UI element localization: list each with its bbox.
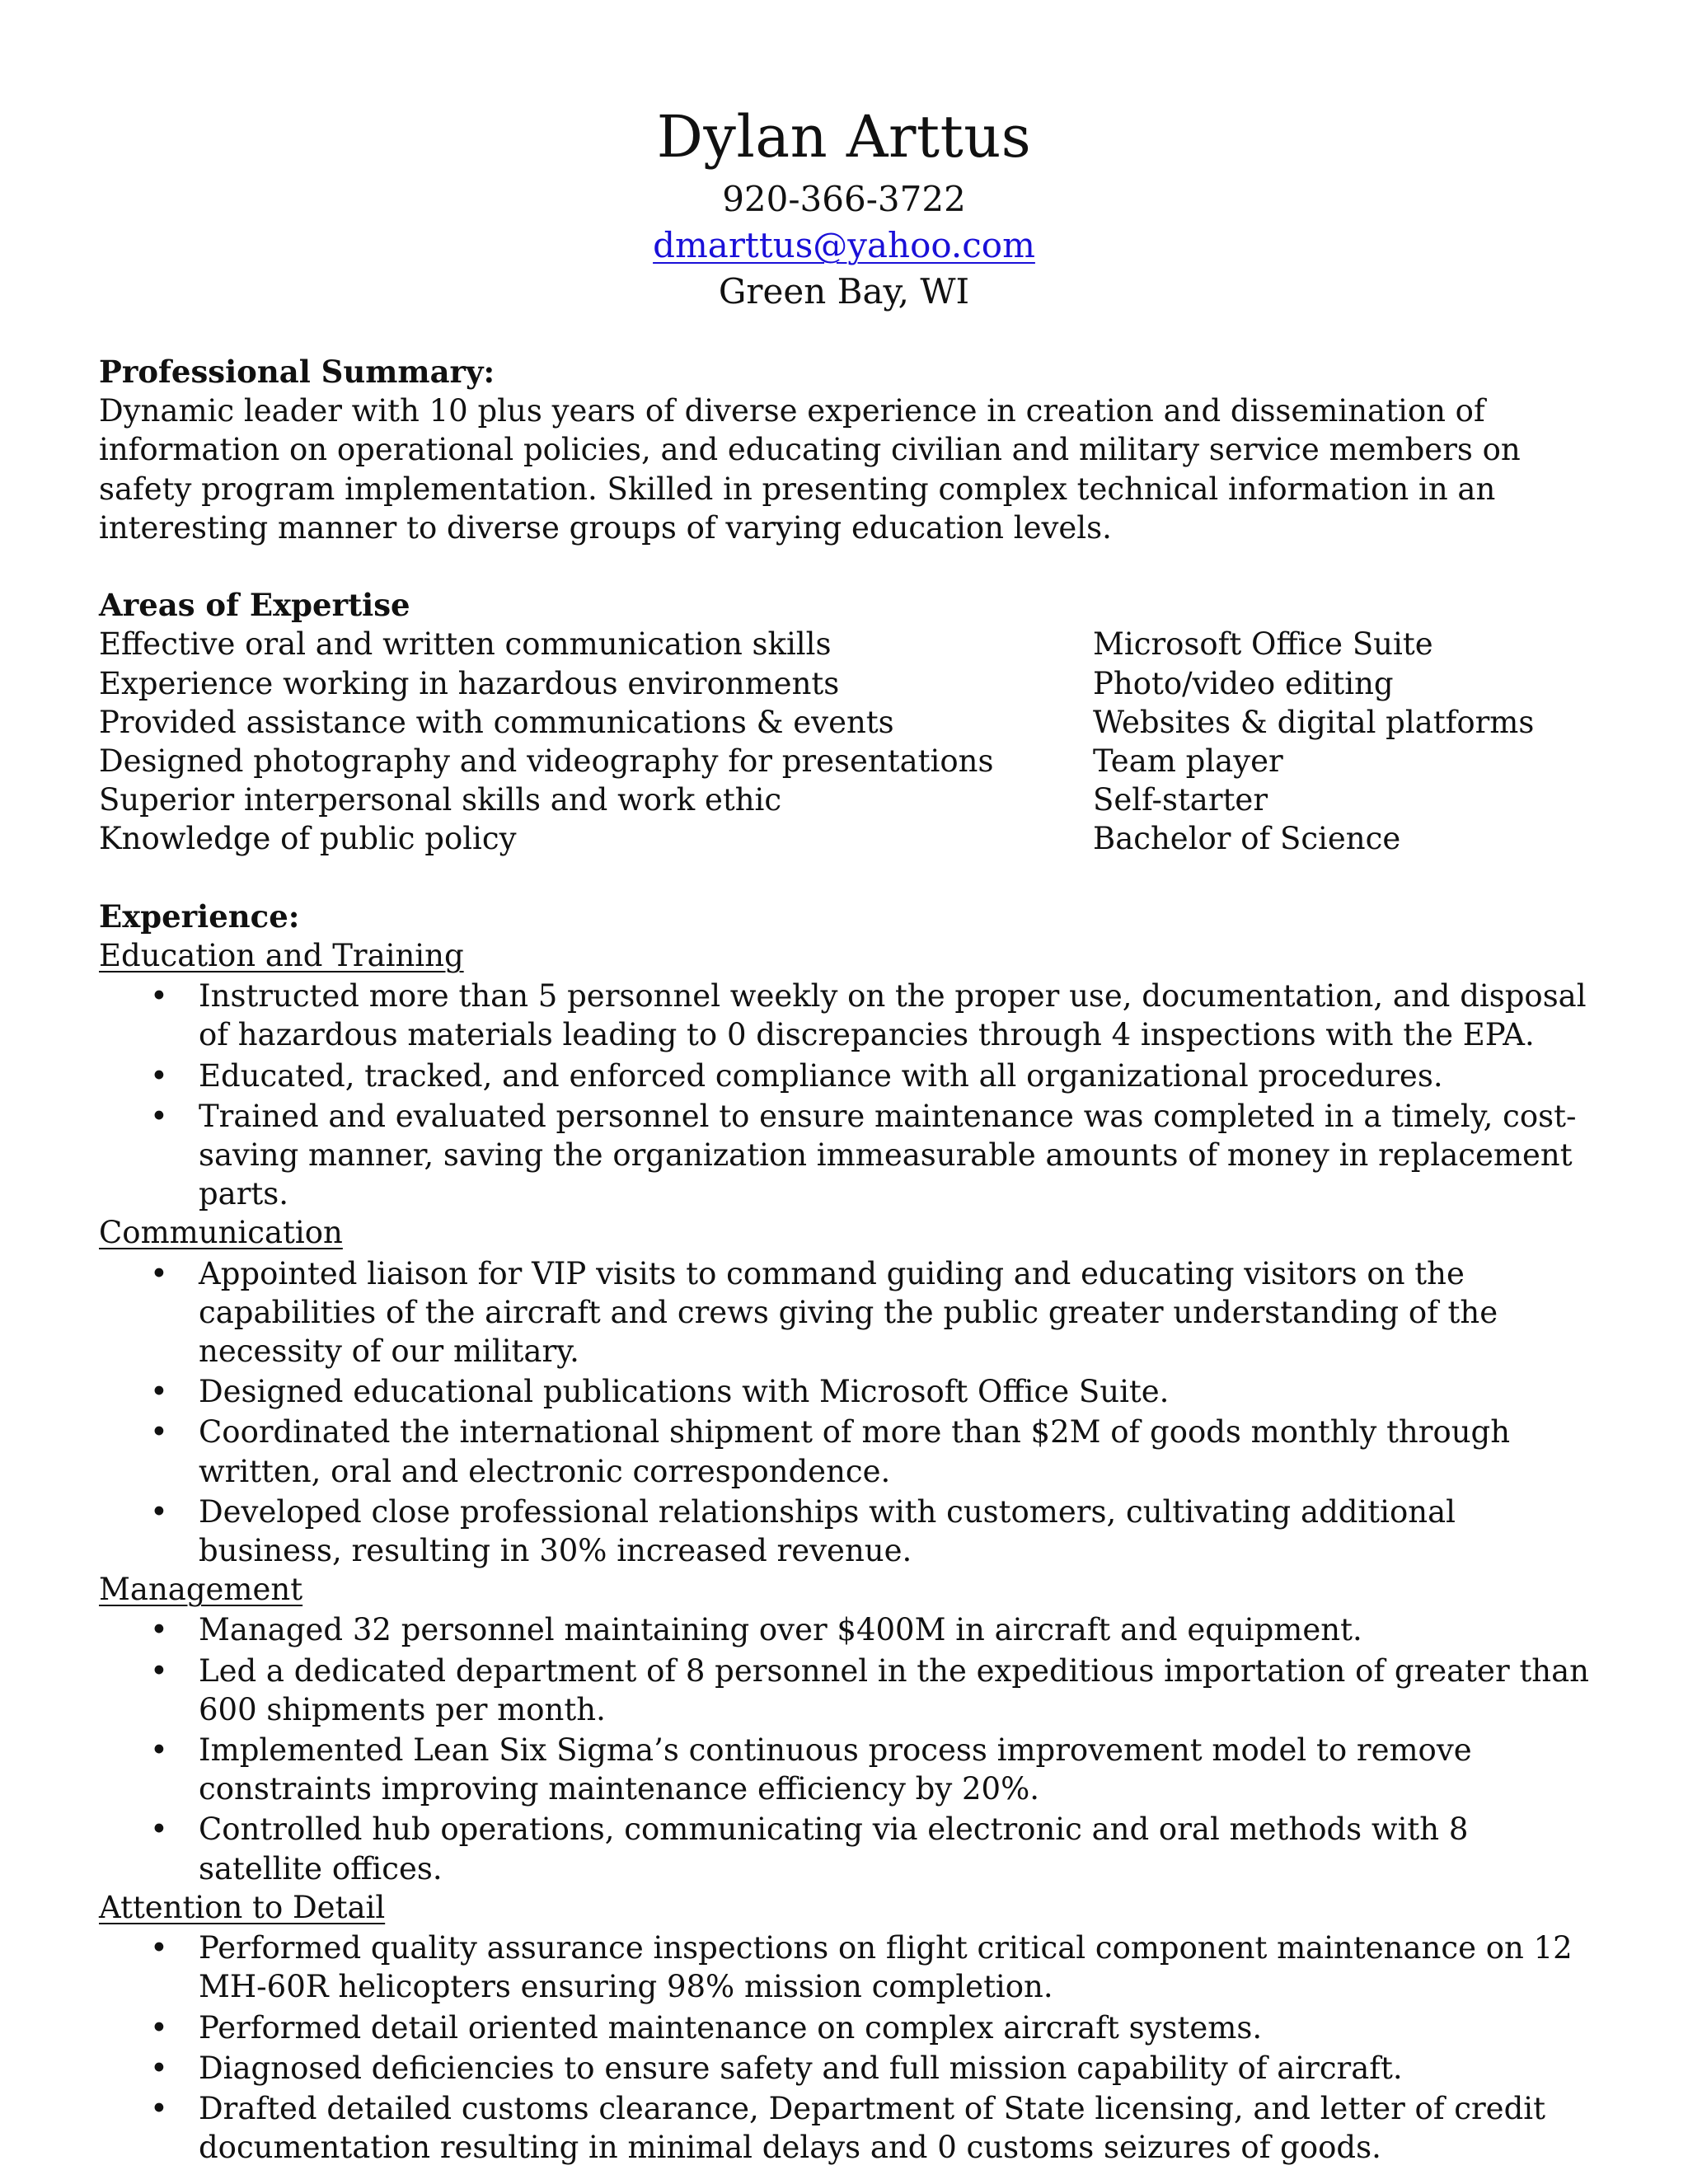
bullet-item [99,1652,1599,1729]
bullet-item [99,1493,1599,1570]
experience-groups [99,936,1599,2167]
bullet-text: Designed educational publications with Microsoft Office Suite. [199,1374,1170,1410]
expertise-item: Knowledge of public policy [99,821,517,857]
bullet-glyph: • [150,1493,168,1530]
bullet-list [99,1610,1599,1887]
bullet-list [99,977,1599,1213]
expertise-item: Superior interpersonal skills and work ethic [99,782,782,818]
experience-group [99,1213,1599,1570]
bullet-list [99,1254,1599,1571]
experience-heading: Experience: [99,898,300,935]
experience-group [99,936,1599,1213]
expertise-item: Effective oral and written communication skills [99,626,832,663]
expertise-item: Self-starter [1093,782,1268,818]
bullet-glyph: • [150,1414,168,1451]
bullet-text: Educated, tracked, and enforced compliance with all organizational procedures. [199,1057,1443,1094]
phone-number: 920-366-3722 [722,179,966,219]
bullet-text: Instructed more than 5 personnel weekly on the proper use, documentation, and disposal of hazardous materials leading to 0 discrepancies through 4 inspections with the EPA. [199,978,1587,1053]
bullet-text: Coordinated the international shipment of more than $2M of goods monthly through written, oral and electronic correspondence. [199,1414,1511,1489]
bullet-glyph: • [150,2009,168,2046]
bullet-glyph: • [150,1255,168,1291]
expertise-item: Team player [1093,743,1283,780]
candidate-name: Dylan Arttus [656,103,1032,171]
experience-subheading: Attention to Detail [99,1889,386,1925]
bullet-glyph: • [150,1652,168,1689]
bullet-item [99,1731,1599,1808]
bullet-item [99,1097,1599,1214]
bullet-item [99,1372,1599,1411]
expertise-columns [99,625,1599,858]
expertise-item: Provided assistance with communications & events [99,704,894,740]
bullet-text: Managed 32 personnel maintaining over $400M in aircraft and equipment. [199,1612,1362,1648]
summary-heading: Professional Summary: [99,354,495,390]
expertise-item: Photo/video editing [1093,665,1394,701]
bullet-glyph: • [150,1732,168,1769]
resume-body [99,353,1599,2167]
bullet-text: Controlled hub operations, communicating via electronic and oral methods with 8 satellite offices. [199,1811,1469,1886]
bullet-item [99,1413,1599,1490]
bullet-item [99,1929,1599,2006]
bullet-item [99,2089,1599,2167]
bullet-glyph: • [150,1057,168,1094]
expertise-item: Bachelor of Science [1093,821,1401,857]
bullet-text: Performed detail oriented maintenance on complex aircraft systems. [199,2009,1263,2046]
bullet-text: Appointed liaison for VIP visits to command guiding and educating visitors on the capabilities of the aircraft and crews giving the public greater understanding of the necessity of our military. [199,1255,1498,1370]
bullet-text: Led a dedicated department of 8 personnel in the expeditious importation of greater than 600 shipments per month. [199,1652,1589,1727]
bullet-text: Diagnosed deficiencies to ensure safety and full mission capability of aircraft. [199,2050,1403,2086]
expertise-item: Experience working in hazardous environments [99,665,840,701]
bullet-glyph: • [150,1612,168,1648]
experience-group [99,1570,1599,1888]
experience-subheading: Management [99,1572,303,1608]
bullet-item [99,1810,1599,1887]
bullet-glyph: • [150,1811,168,1848]
bullet-glyph: • [150,2050,168,2086]
bullet-glyph: • [150,978,168,1015]
expertise-left-column [99,625,1093,858]
expertise-item: Designed photography and videography for presentations [99,743,994,780]
experience-subheading: Communication [99,1215,343,1251]
bullet-text: Performed quality assurance inspections on flight critical component maintenance on 12 MH-60R helicopters ensuring 98% mission completion. [199,1930,1573,2005]
bullet-glyph: • [150,1930,168,1966]
bullet-item [99,1057,1599,1095]
bullet-text: Developed close professional relationships with customers, cultivating additional business, resulting in 30% increased revenue. [199,1493,1456,1569]
bullet-item [99,1610,1599,1649]
experience-subheading: Education and Training [99,938,464,974]
bullet-item [99,1254,1599,1371]
bullet-text: Implemented Lean Six Sigma’s continuous process improvement model to remove constraints improving maintenance efficiency by 20%. [199,1732,1472,1807]
bullet-glyph: • [150,1098,168,1134]
resume-header [0,97,1688,315]
location: Green Bay, WI [718,271,970,312]
expertise-item: Websites & digital platforms [1093,704,1535,740]
bullet-glyph: • [150,1374,168,1410]
email-link[interactable]: dmarttus@yahoo.com [653,225,1035,265]
summary-text: Dynamic leader with 10 plus years of diverse experience in creation and dissemination of information on operational policies, and educating civilian and military service members on safety program implementation. Skilled in presenting complex technical information in an interesting manner to diverse groups of varying education levels. [99,393,1521,546]
bullet-list [99,1929,1599,2167]
bullet-item [99,977,1599,1054]
expertise-heading: Areas of Expertise [99,587,410,624]
experience-group [99,1888,1599,2167]
bullet-text: Drafted detailed customs clearance, Department of State licensing, and letter of credit documentation resulting in minimal delays and 0 customs seizures of goods. [199,2090,1545,2166]
expertise-right-column [1093,625,1599,858]
bullet-text: Trained and evaluated personnel to ensure maintenance was completed in a timely, cost-saving manner, saving the organization immeasurable amounts of money in replacement parts. [199,1098,1577,1212]
bullet-glyph: • [150,2090,168,2126]
bullet-item [99,2008,1599,2047]
expertise-item: Microsoft Office Suite [1093,626,1433,663]
bullet-item [99,2049,1599,2088]
